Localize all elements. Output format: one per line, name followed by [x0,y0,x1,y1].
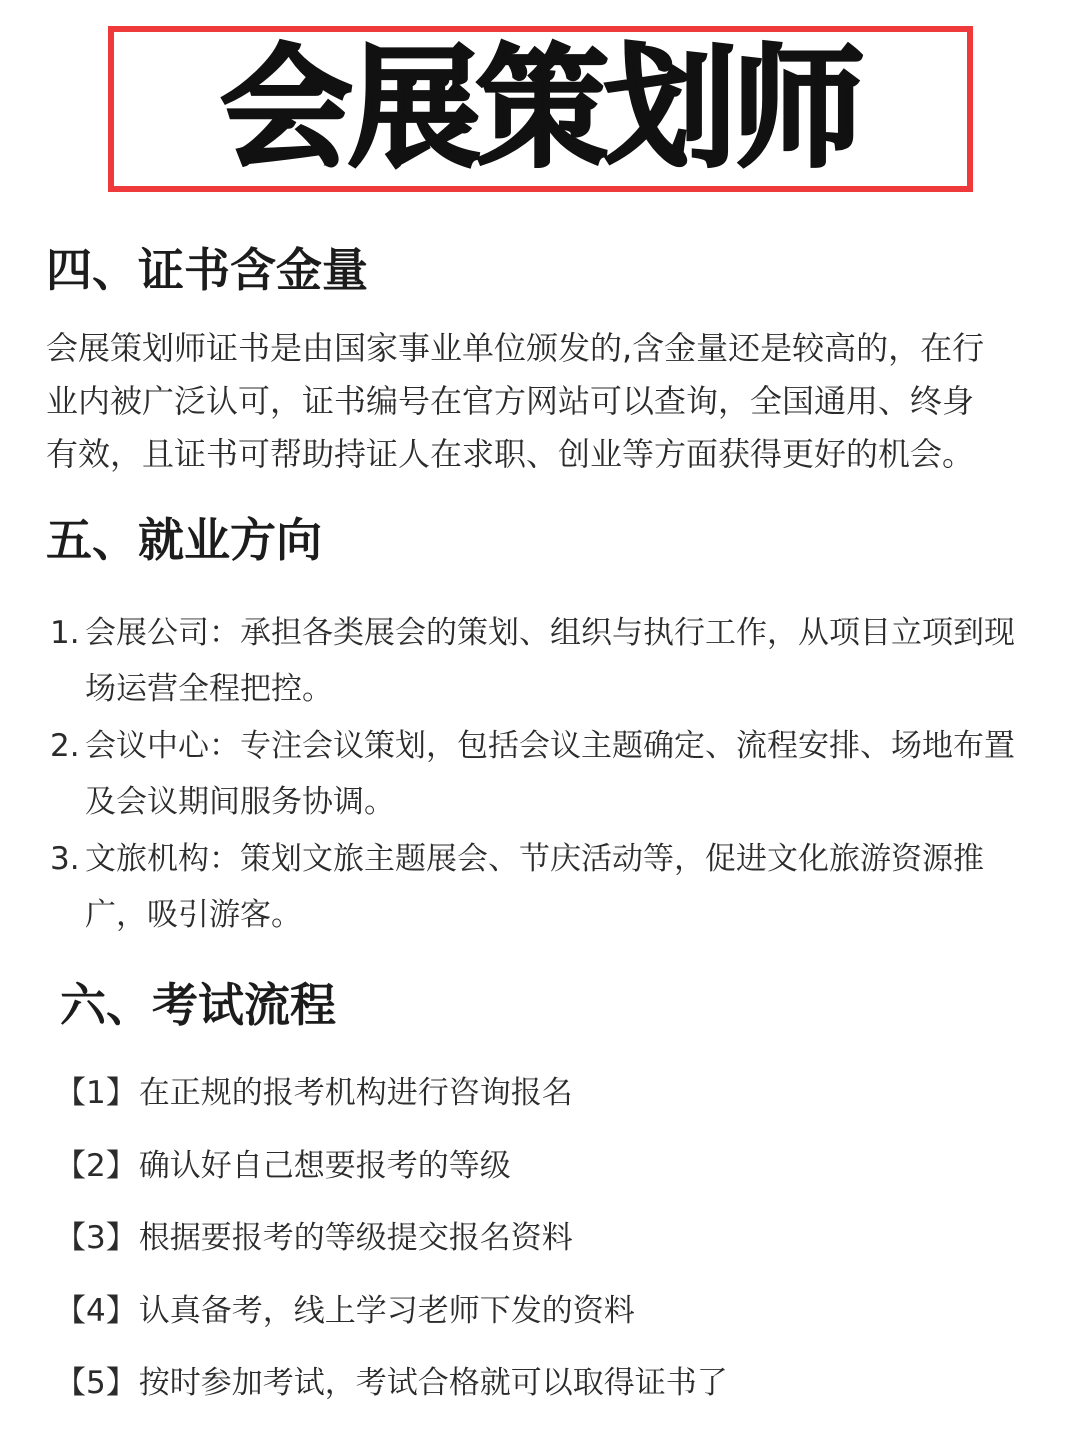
step-text: 按时参加考试，考试合格就可以取得证书了 [138,1365,728,1401]
section-heading-certificate-value: 四、证书含金量 [46,243,368,297]
section-heading-exam-process: 六、考试流程 [60,978,336,1032]
step-text: 根据要报考的等级提交报名资料 [138,1220,573,1256]
list-item [50,605,1060,717]
step-label: 【2】 [55,1147,137,1184]
step-text: 确认好自己想要报考的等级 [138,1147,511,1184]
list-item-text: 广，吸引游客。 [85,897,302,933]
list-item [50,718,1060,830]
list-item-number: 1. [50,615,80,651]
list-item [55,1138,728,1211]
list-item-text: 及会议期间服务协调。 [85,784,395,820]
list-item-text: 会议中心：专注会议策划，包括会议主题确定、流程安排、场地布置 [85,728,1015,764]
exam-steps-list [55,1065,728,1428]
career-list [50,605,1060,944]
title-banner [108,26,973,192]
list-item-number: 2. [50,728,80,764]
step-text: 在正规的报考机构进行咨询报名 [138,1075,573,1111]
step-label: 【1】 [55,1075,137,1111]
list-item [55,1065,728,1138]
list-item [55,1210,728,1283]
list-item-number: 3. [50,841,80,877]
page-title: 会展策划师 [220,32,861,186]
list-item [55,1355,728,1428]
list-item [55,1283,728,1356]
step-text: 认真备考，线上学习老师下发的资料 [138,1292,635,1329]
paragraph-line: 会展策划师证书是由国家事业单位颁发的,含金量还是较高的，在行 [46,329,985,367]
list-item-text: 文旅机构：策划文旅主题展会、节庆活动等，促进文化旅游资源推 [85,841,984,877]
step-label: 【4】 [55,1292,137,1329]
step-label: 【5】 [55,1365,137,1401]
step-label: 【3】 [55,1220,137,1256]
list-item [50,831,1060,943]
certificate-value-paragraph [46,322,1056,481]
section-heading-career: 五、就业方向 [46,513,322,567]
paragraph-line: 有效，且证书可帮助持证人在求职、创业等方面获得更好的机会。 [46,435,975,473]
paragraph-line: 业内被广泛认可，证书编号在官方网站可以查询，全国通用、终身 [46,382,975,420]
list-item-text: 场运营全程把控。 [85,671,333,707]
list-item-text: 会展公司：承担各类展会的策划、组织与执行工作，从项目立项到现 [85,615,1015,651]
